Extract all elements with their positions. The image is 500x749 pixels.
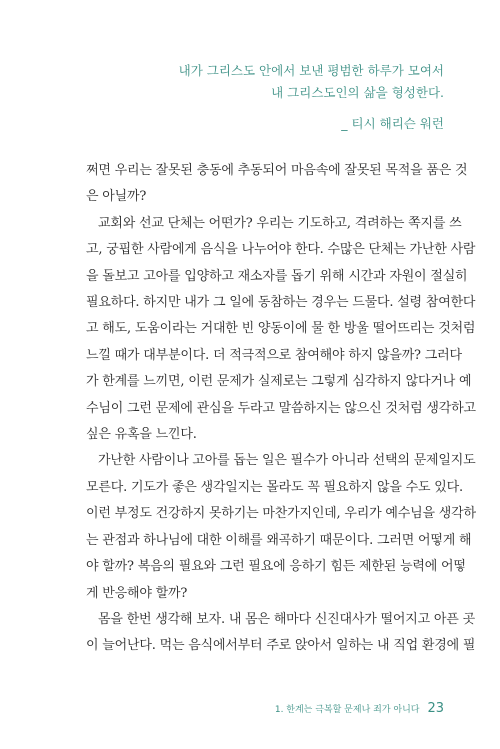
text-line: 쩌면 우리는 잘못된 충동에 추동되어 마음속에 잘못된 목적을 품은 것: [86, 163, 468, 178]
page-footer: [275, 701, 444, 716]
text-line: 교회와 선교 단체는 어떤가? 우리는 기도하고, 격려하는 쪽지를 쓰: [98, 215, 462, 231]
paragraph: [86, 158, 468, 211]
text-line: 싶은 유혹을 느낀다.: [86, 427, 197, 443]
page-number: 23: [427, 701, 444, 716]
text-line: 은 아닐까?: [86, 189, 147, 205]
text-line: 이 늘어난다. 먹는 음식에서부터 주로 앉아서 일하는 내 직업 환경에 필: [86, 638, 476, 654]
epigraph-line: 내 그리스도인의 삶을 형성한다.: [271, 85, 444, 100]
text-line: 고 해도, 도움이라는 거대한 빈 양동이에 물 한 방울 떨어뜨리는 것처럼: [86, 321, 476, 337]
text-line: 수님이 그런 문제에 관심을 두라고 말씀하지는 않으신 것처럼 생각하고: [86, 400, 476, 416]
epigraph: [44, 60, 444, 135]
text-line: 을 돌보고 고아를 입양하고 재소자를 돕기 위해 시간과 자원이 절실히: [86, 268, 468, 284]
text-line: 가난한 사람이나 고아를 돕는 일은 필수가 아니라 선택의 문제일지도: [98, 453, 476, 469]
text-line: 가 한계를 느끼면, 이런 문제가 실제로는 그렇게 심각하지 않다거나 예: [86, 374, 472, 390]
text-line: 고, 궁핍한 사람에게 음식을 나누어야 한다. 수많은 단체는 가난한 사람: [86, 242, 476, 258]
text-line: 필요하다. 하지만 내가 그 일에 동참하는 경우는 드물다. 설령 참여한다: [86, 295, 476, 311]
body-text: [86, 158, 476, 660]
paragraph: [86, 607, 476, 660]
paragraph: [86, 448, 476, 606]
text-line: 모른다. 기도가 좋은 생각일지는 몰라도 꼭 필요하지 않을 수도 있다.: [86, 479, 463, 495]
text-line: 느낄 때가 대부분이다. 더 적극적으로 참여해야 하지 않을까? 그러다: [86, 347, 462, 363]
epigraph-line: 내가 그리스도 안에서 보낸 평범한 하루가 모여서: [178, 63, 444, 78]
text-line: 는 관점과 하나님에 대한 이해를 왜곡하기 때문이다. 그러면 어떻게 해: [86, 532, 472, 548]
text-line: 이런 부정도 건강하지 못하기는 마찬가지인데, 우리가 예수님을 생각하: [86, 506, 476, 522]
epigraph-attribution: _ 티시 해리슨 워런: [341, 116, 444, 131]
paragraph: [86, 211, 476, 449]
text-line: 야 할까? 복음의 필요와 그런 필요에 응하기 힘든 제한된 능력에 어떻: [86, 559, 466, 575]
running-chapter-title: 1. 한계는 극복할 문제나 죄가 아니다: [274, 705, 420, 715]
text-line: 게 반응해야 할까?: [86, 585, 188, 601]
text-line: 몸을 한번 생각해 보자. 내 몸은 해마다 신진대사가 떨어지고 아픈 곳: [98, 611, 475, 627]
